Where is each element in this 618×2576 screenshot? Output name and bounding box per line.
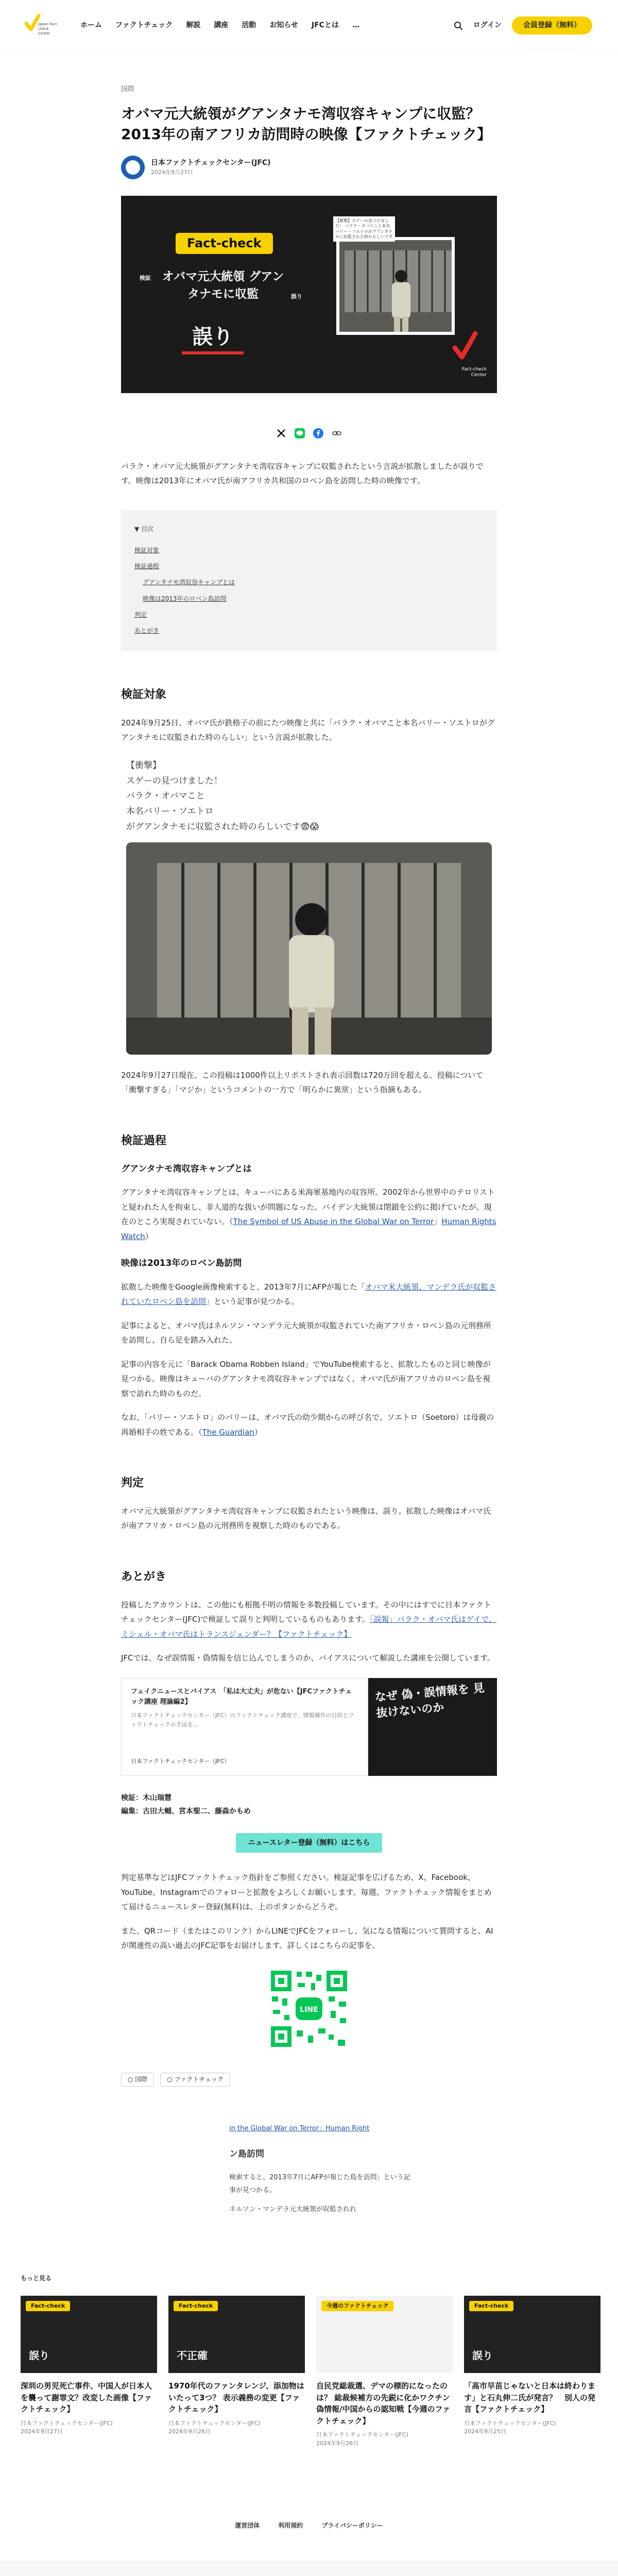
- card-verdict: 誤り: [472, 2349, 493, 2362]
- afp-article-link[interactable]: オバマ米大統領、マンデラ氏が収監されていたロベン島を訪問: [121, 1282, 496, 1307]
- toc-item-verdict[interactable]: 判定: [134, 611, 147, 618]
- nav-more[interactable]: …: [352, 21, 359, 30]
- line-qr-code[interactable]: [268, 1968, 350, 2050]
- footer-link-privacy[interactable]: プライバシーポリシー: [321, 2522, 383, 2530]
- subheading-robben-island: 映像は2013年のロベン島訪問: [121, 1258, 242, 1269]
- nav-about[interactable]: JFCとは: [311, 21, 339, 30]
- credits: [121, 1791, 497, 1819]
- site-logo[interactable]: [21, 10, 58, 42]
- related-card-thumbnail[interactable]: [168, 2296, 305, 2373]
- line-share-icon[interactable]: [295, 428, 305, 438]
- tag-list: [121, 2073, 497, 2087]
- section-heading-verdict: 判定: [121, 1477, 144, 1490]
- hero-side-right: 誤り: [291, 293, 302, 300]
- course-banner-title[interactable]: フェイクニュースとバイアス 「私は大丈夫」が危ない【JFCファクトチェック講座 理論編2】: [131, 1687, 352, 1706]
- link-copy-icon[interactable]: [332, 428, 342, 438]
- section-heading-afterword: あとがき: [121, 1570, 167, 1583]
- related-card-author: 日本ファクトチェックセンター(JFC): [21, 2419, 113, 2427]
- related-card[interactable]: [21, 2296, 157, 2448]
- toc-item-verification-target[interactable]: 検証対象: [134, 547, 160, 554]
- footer-signup-bar: [0, 2561, 618, 2576]
- section-heading-process: 検証過程: [121, 1134, 167, 1147]
- section2-paragraph-1: グアンタナモ湾収容キャンプとは、キューバにある米海軍基地内の収容所。2002年から世界中のテロリストと疑われた人を拘束し、非人道的な扱いが問題になった。バイデン大統領は閉鎖を公約に掲げていたが、現在のところ実現されていない。（The Symbol of US Abuse in the Global War on Terror」Human Rights Watch）: [121, 1188, 496, 1241]
- nav-course[interactable]: 講座: [214, 21, 229, 30]
- related-card-title[interactable]: 1970年代のファンタレンジ、添加物はいたって3つ？ 表示義務の変更【ファクトチェック】: [168, 2381, 304, 2414]
- toc-heading[interactable]: ▼ 目次: [134, 525, 154, 533]
- hero-post-screenshot: 【衝撃】スゲーの見つけました！ バラク・オバマこと本名バリー・ソエトロがグアンタナモに収監された時のらしいです: [333, 216, 395, 242]
- credit-editing: 編集：古田大輔、宮本聖二、藤森かもめ: [121, 1807, 251, 1816]
- related-card-title[interactable]: 「高市早苗じゃないと日本は終わります」と石丸伸二氏が発言？ 別人の発言【ファクトチェック】: [464, 2381, 596, 2414]
- hero-factcheck-badge: Fact-check: [176, 233, 273, 255]
- login-link[interactable]: ログイン: [473, 21, 502, 30]
- section1-paragraph-2: 2024年9月27日現在、この投稿は1000件以上リポストされ表示回数は720万回を超える。投稿について「衝撃すぎる」「マジか」というコメントの一方で「明らかに異常」という指摘もある。: [121, 1070, 484, 1095]
- closing-paragraph-2: また、QRコード（またはこのリンク）からLINEでJFCをフォローし、気になる情報について質問すると、AIが関連性の高い過去のJFC記事をお届けします。詳しくはこちらの記事を。: [121, 1926, 493, 1951]
- toc-item-verification-process[interactable]: 検証過程: [134, 563, 160, 570]
- section2-paragraph-5: なお、「バリー・ソエトロ」のバリーは、オバマ氏の幼少期からの呼び名で、ソエトロ（Soetoro）は母親の再婚相手の姓である。（The Guardian）: [121, 1413, 494, 1437]
- related-card-thumbnail[interactable]: [21, 2296, 157, 2373]
- prison-bars-illustration: [339, 240, 455, 335]
- hero-verdict: 誤り: [192, 325, 233, 349]
- related-card-list: [21, 2296, 597, 2448]
- related-card-date: 2024年9月26日: [168, 2428, 211, 2435]
- header-actions: [454, 16, 592, 35]
- footer-link-organization[interactable]: 運営団体: [235, 2522, 260, 2530]
- quoted-post-line: 【衝撃】: [126, 760, 161, 771]
- related-card-author: 日本ファクトチェックセンター(JFC): [316, 2431, 408, 2438]
- logo-text: Japan Fact-check Center: [38, 22, 58, 36]
- hero-image: [121, 196, 497, 393]
- hrw-source-link[interactable]: Human Rights Watch: [121, 1217, 496, 1241]
- related-factcheck-link[interactable]: 「誤報」バラク・オバマ氏はゲイで、ミシェル・オバマ氏はトランスジェンダー？【ファクトチェック】: [121, 1615, 496, 1639]
- article: [121, 52, 497, 2216]
- quoted-post-line: バラク・オバマこと: [126, 791, 205, 802]
- author-name[interactable]: 日本ファクトチェックセンター(JFC): [151, 159, 271, 167]
- related-card[interactable]: [464, 2296, 600, 2448]
- qr-code-icon: [268, 1968, 350, 2050]
- ghost-paragraph-2: ネルソン・マンデラ元大統領が収監されれ: [229, 2205, 357, 2213]
- quoted-post-line: がグアンタナモに収監された時のらしいです😨😱: [126, 821, 319, 832]
- card-verdict: 不正確: [177, 2349, 208, 2362]
- related-card-title[interactable]: 深圳の男児死亡事件、中国人が日本人を襲って謝罪文？改変した画像【ファクトチェック】: [21, 2381, 152, 2414]
- related-articles: [0, 2273, 618, 2448]
- tag-item[interactable]: ○ 国際: [121, 2073, 154, 2087]
- nav-activity[interactable]: 活動: [242, 21, 256, 30]
- subheading-guantanamo: グアンタナモ湾収容キャンプとは: [121, 1163, 252, 1174]
- course-banner-thumb-text: なぜ 偽・誤情報を 見抜けないのか: [374, 1681, 485, 1720]
- tag-item[interactable]: ○ ファクトチェック: [160, 2073, 230, 2087]
- related-card-date: 2024年9月27日: [21, 2428, 63, 2435]
- related-card-date: 2024年9月25日: [464, 2428, 506, 2435]
- svg-text:LINE: LINE: [300, 2005, 318, 2014]
- course-banner[interactable]: [121, 1678, 497, 1776]
- signup-button[interactable]: 会員登録（無料）: [512, 16, 592, 35]
- prison-cell-photo: [126, 842, 492, 1055]
- toc-item-robben-island[interactable]: 映像は2013年のロベン島訪問: [143, 595, 227, 602]
- ghost-heading: ン島訪問: [229, 2148, 264, 2159]
- article-title: オバマ元大統領がグアンタナモ湾収容キャンプに収監？ 2013年の南アフリカ訪問時の映像【ファクトチェック】: [121, 105, 495, 143]
- author-row: [121, 156, 497, 179]
- card-badge: Fact-check: [174, 2301, 218, 2311]
- guardian-link[interactable]: The Guardian: [202, 1427, 254, 1437]
- hero-side-left: 検証: [140, 274, 151, 281]
- quoted-post-photo: [126, 842, 492, 1055]
- newsletter-cta-wrap: [121, 1833, 497, 1853]
- section3-paragraph-1: オバマ元大統領がグアンタナモ湾収容キャンプに収監されたという映像は、誤り。拡散した映像はオバマ氏が南アフリカ・ロベン島の元刑務所を視察した時のものである。: [121, 1506, 491, 1531]
- related-card-thumbnail[interactable]: [316, 2296, 453, 2373]
- facebook-share-icon[interactable]: [313, 428, 323, 438]
- article-category[interactable]: 国際: [121, 86, 135, 93]
- related-card[interactable]: [168, 2296, 305, 2448]
- footer-links: [0, 2520, 618, 2532]
- related-card-title[interactable]: 自民党総裁選、デマの標的になったのは？ 総裁候補方の先鋭に化かワクチン偽情報/中国からの認知戦【今週のファクトチェック】: [316, 2381, 451, 2426]
- site-header: [0, 0, 618, 52]
- section4-paragraph-2: JFCでは、なぜ誤情報・偽情報を信じ込んでしまうのか、バイアスについて解説した講座を公開しています。: [121, 1653, 495, 1663]
- section1-paragraph-1: 2024年9月25日、オバマ氏が鉄格子の前にたつ映像と共に「バラク・オバマこと本名バリー・ソエトロがグアンタナモに収監された時のらしい」という言説が拡散した。: [121, 718, 495, 742]
- card-badge: 今週のファクトチェック: [321, 2301, 393, 2311]
- newsletter-signup-button[interactable]: ニュースレター登録（無料）はこちら: [236, 1833, 383, 1853]
- hero-photo: [336, 237, 455, 335]
- nav-explainer[interactable]: 解説: [186, 21, 201, 30]
- toc-item-guantanamo[interactable]: グアンタナモ湾収容キャンプとは: [143, 579, 235, 586]
- quoted-post-line: 本名バリー・ソエトロ: [126, 806, 214, 817]
- section2-paragraph-4: 記事の内容を元に「Barack Obama Robben Island」でYouTube検索すると、拡散したものと同じ映像が見つかる。映像はキューバのグアンタナモ湾収容キャンプではなく、オバマ氏が南アフリカのロベン島を視察で訪れた時のものだ。: [121, 1359, 491, 1398]
- toc-item-afterword[interactable]: あとがき: [134, 627, 160, 634]
- table-of-contents: [121, 510, 497, 651]
- author-avatar[interactable]: [121, 156, 145, 179]
- related-card-author: 日本ファクトチェックセンター(JFC): [168, 2419, 261, 2427]
- related-heading: もっと見る: [21, 2275, 52, 2282]
- closing-paragraph-1: 判定基準などはJFCファクトチェック指針をご参照ください。検証記事を広げるため、X、Facebook、YouTube、Instagramでのフォローと拡散をよろしくお願いします。毎週、ファクトチェック情報をまとめて届けるニュースレター登録(無料)は、上のボタンからどうぞ。: [121, 1873, 492, 1912]
- x-share-icon[interactable]: [276, 428, 286, 438]
- course-banner-thumbnail[interactable]: [368, 1678, 497, 1776]
- card-badge: Fact-check: [469, 2301, 513, 2311]
- section2-paragraph-3: 記事によると、オバマ氏はネルソン・マンデラ元大統領が収監されていた南アフリカ・ロベン島の元刑務所を訪問し、自ら足を踏み入れた。: [121, 1320, 491, 1345]
- hero-check-icon: [453, 331, 477, 362]
- hero-caption: Fact-check Center: [462, 366, 487, 378]
- search-icon[interactable]: [454, 21, 463, 30]
- quoted-post: [126, 758, 492, 1055]
- credit-verification: 検証：木山瑞慧: [121, 1793, 171, 1802]
- main-nav: [80, 19, 359, 32]
- ghost-paragraph-1: 検索すると、2013年7月にAFPが報じた島を訪問」という記事が見つかる。: [229, 2174, 410, 2194]
- sticky-overlay-fragment: [229, 2123, 415, 2216]
- card-verdict: 誤り: [29, 2349, 49, 2362]
- course-banner-description: 日本ファクトチェックセンター（JFC）のファクトチェック講座で、情報操作の目的とファクトチェックの手法を…: [131, 1712, 354, 1728]
- nav-factcheck[interactable]: ファクトチェック: [115, 21, 173, 30]
- share-row: [121, 428, 497, 438]
- ghost-link[interactable]: in the Global War on Terror」Human Right: [229, 2125, 370, 2133]
- section2-paragraph-2: 拡散した映像をGoogle画像検索すると、2013年7月にAFPが報じた「オバマ米大統領、マンデラ氏が収監されていたロベン島を訪問」という記事が見つかる。: [121, 1282, 496, 1307]
- related-card-thumbnail[interactable]: [464, 2296, 600, 2373]
- nav-news[interactable]: お知らせ: [269, 21, 298, 30]
- article-lead: バラク・オバマ元大統領がグアンタナモ湾収容キャンプに収監されたという言説が拡散しましたが誤りです。映像は2013年にオバマ氏が南アフリカ共和国のロベン島を訪問した時の映像です。: [121, 461, 484, 486]
- nav-home[interactable]: ホーム: [80, 21, 102, 30]
- related-card-date: 2024年9月26日: [316, 2439, 358, 2447]
- quoted-post-line: スゲーの見つけました！: [126, 775, 222, 786]
- section4-paragraph-1: 投稿したアカウントは、この他にも根拠不明の情報を多数投稿しています。その中にはすでに日本ファクトチェックセンター(JFC)で検証して誤りと判明しているものもあります。「誤報」バラク・オバマ氏はゲイで、ミシェル・オバマ氏はトランスジェンダー？【ファクトチェック】: [121, 1600, 496, 1639]
- card-badge: Fact-check: [26, 2301, 70, 2311]
- hrw-link[interactable]: The Symbol of US Abuse in the Global War on Terror: [233, 1217, 434, 1227]
- course-banner-text[interactable]: [121, 1678, 368, 1776]
- related-card-author: 日本ファクトチェックセンター(JFC): [464, 2419, 556, 2427]
- related-card[interactable]: [316, 2296, 453, 2448]
- post-date: 2024年9月27日: [151, 168, 193, 176]
- section-heading-target: 検証対象: [121, 688, 167, 702]
- hero-headline: オバマ元大統領 グアンタナモに収監: [162, 269, 284, 301]
- footer-link-terms[interactable]: 利用規約: [278, 2522, 303, 2530]
- course-banner-source: 日本ファクトチェックセンター（JFC）: [131, 1757, 230, 1765]
- hero-verdict-underline: [182, 351, 244, 354]
